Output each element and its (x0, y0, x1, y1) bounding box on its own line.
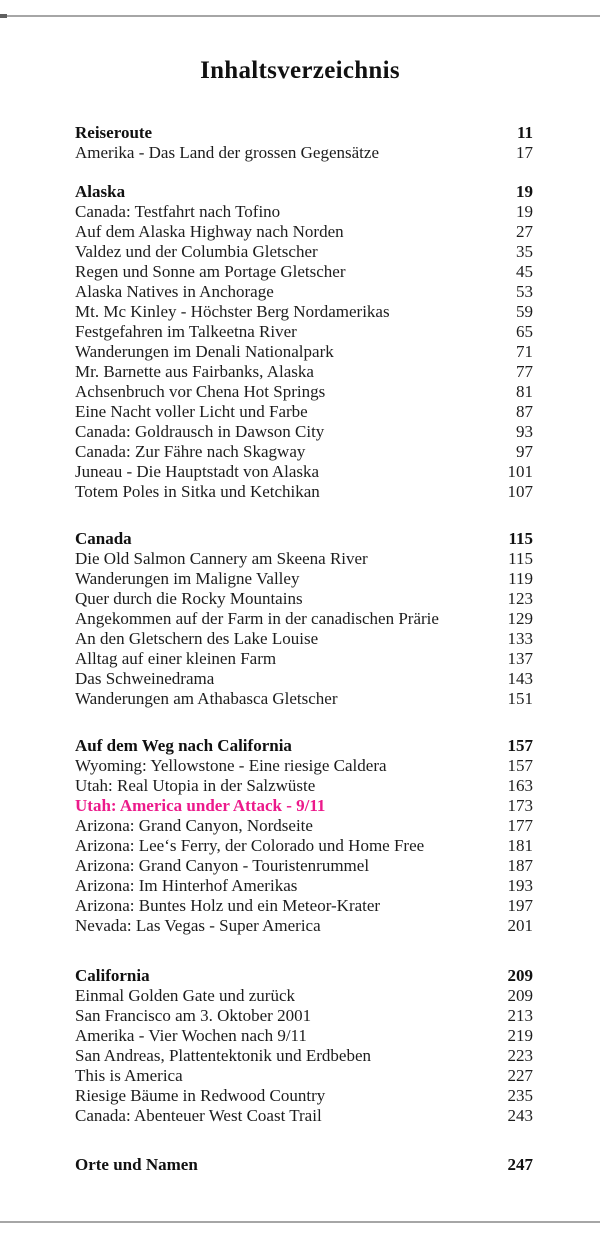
entry-page-number: 17 (516, 143, 533, 162)
toc-section-header (75, 529, 533, 549)
entry-title: Wanderungen am Athabasca Gletscher (75, 689, 338, 708)
entry-page-number: 209 (507, 986, 533, 1005)
entry-title: Alaska Natives in Anchorage (75, 282, 274, 301)
entry-title: Wanderungen im Maligne Valley (75, 569, 300, 588)
toc-entry (75, 282, 533, 302)
entry-page-number: 173 (507, 796, 533, 815)
entry-title: This is America (75, 1066, 183, 1085)
entry-title: Amerika - Das Land der grossen Gegensätze (75, 143, 379, 162)
entry-title: Riesige Bäume in Redwood Country (75, 1086, 326, 1105)
entry-title: Amerika - Vier Wochen nach 9/11 (75, 1026, 307, 1045)
toc-entry (75, 589, 533, 609)
toc-entry (75, 362, 533, 382)
entry-page-number: 71 (516, 342, 533, 361)
entry-page-number: 123 (507, 589, 533, 608)
toc-entry (75, 986, 533, 1006)
entry-title: Nevada: Las Vegas - Super America (75, 916, 321, 935)
entry-page-number: 143 (507, 669, 533, 688)
toc-entry (75, 202, 533, 222)
toc-section-header (75, 182, 533, 202)
entry-page-number: 59 (516, 302, 533, 321)
entry-page-number: 119 (508, 569, 533, 588)
entry-page-number: 187 (507, 856, 533, 875)
toc-entry (75, 1006, 533, 1026)
toc-entry (75, 1046, 533, 1066)
entry-page-number: 93 (516, 422, 533, 441)
toc-section (75, 529, 533, 709)
toc-section (75, 736, 533, 936)
toc-entry (75, 322, 533, 342)
entry-page-number: 11 (516, 123, 533, 142)
entry-page-number: 65 (516, 322, 533, 341)
entry-page-number: 19 (516, 202, 533, 221)
entry-title: Festgefahren im Talkeetna River (75, 322, 297, 341)
entry-title: Alaska (75, 182, 126, 201)
toc-section-header (75, 123, 533, 143)
entry-page-number: 81 (516, 382, 533, 401)
entry-title: Valdez und der Columbia Gletscher (75, 242, 318, 261)
entry-title: San Andreas, Plattentektonik und Erdbeben (75, 1046, 372, 1065)
toc-entry (75, 1026, 533, 1046)
entry-title: Juneau - Die Hauptstadt von Alaska (75, 462, 320, 481)
entry-page-number: 107 (507, 482, 533, 501)
entry-page-number: 243 (507, 1106, 533, 1125)
entry-page-number: 53 (516, 282, 533, 301)
toc-entry (75, 689, 533, 709)
toc-entry (75, 756, 533, 776)
toc-section-header (75, 736, 533, 756)
toc-entry (75, 796, 533, 816)
entry-title: Wyoming: Yellowstone - Eine riesige Caldera (75, 756, 387, 775)
entry-page-number: 223 (507, 1046, 533, 1065)
toc-entry (75, 549, 533, 569)
toc-entry (75, 776, 533, 796)
toc-entry (75, 629, 533, 649)
entry-title: Wanderungen im Denali Nationalpark (75, 342, 334, 361)
entry-page-number: 151 (507, 689, 533, 708)
toc-section (75, 123, 533, 163)
toc-entry (75, 222, 533, 242)
entry-title: Achsenbruch vor Chena Hot Springs (75, 382, 326, 401)
entry-page-number: 137 (507, 649, 533, 668)
entry-page-number: 247 (507, 1155, 533, 1174)
entry-title: Arizona: Grand Canyon, Nordseite (75, 816, 313, 835)
entry-title: Canada: Zur Fähre nach Skagway (75, 442, 306, 461)
toc-entry (75, 382, 533, 402)
toc-entry (75, 669, 533, 689)
entry-title: Mr. Barnette aus Fairbanks, Alaska (75, 362, 314, 381)
entry-title: Eine Nacht voller Licht und Farbe (75, 402, 308, 421)
entry-title: Auf dem Alaska Highway nach Norden (75, 222, 344, 241)
entry-page-number: 227 (507, 1066, 533, 1085)
entry-page-number: 209 (507, 966, 533, 985)
toc-entry (75, 143, 533, 163)
entry-title: Orte und Namen (75, 1155, 198, 1174)
entry-title: Canada: Goldrausch in Dawson City (75, 422, 325, 441)
toc-entry (75, 402, 533, 422)
toc-entry (75, 462, 533, 482)
toc-entry (75, 609, 533, 629)
toc-section (75, 966, 533, 1126)
toc-entry (75, 1106, 533, 1126)
entry-page-number: 235 (507, 1086, 533, 1105)
toc-entry (75, 896, 533, 916)
entry-title: Die Old Salmon Cannery am Skeena River (75, 549, 368, 568)
entry-page-number: 213 (507, 1006, 533, 1025)
bottom-rule (0, 1221, 600, 1223)
entry-title: Regen und Sonne am Portage Gletscher (75, 262, 346, 281)
entry-title: Auf dem Weg nach California (75, 736, 292, 755)
toc-entry (75, 836, 533, 856)
toc-entry (75, 649, 533, 669)
toc-entry (75, 916, 533, 936)
entry-page-number: 35 (516, 242, 533, 261)
entry-title: Angekommen auf der Farm in der canadischen Prärie (75, 609, 439, 628)
entry-page-number: 77 (516, 362, 533, 381)
entry-page-number: 19 (516, 182, 533, 201)
entry-page-number: 163 (507, 776, 533, 795)
toc-entry (75, 816, 533, 836)
entry-title: California (75, 966, 150, 985)
toc-section (75, 182, 533, 502)
toc-section (75, 1155, 533, 1175)
toc-entry (75, 876, 533, 896)
entry-page-number: 97 (516, 442, 533, 461)
entry-page-number: 193 (507, 876, 533, 895)
toc-entry (75, 242, 533, 262)
entry-title: San Francisco am 3. Oktober 2001 (75, 1006, 312, 1025)
entry-page-number: 27 (516, 222, 533, 241)
page-title: Inhaltsverzeichnis (200, 57, 400, 84)
toc-section-header (75, 966, 533, 986)
entry-page-number: 101 (507, 462, 533, 481)
top-rule (0, 15, 600, 17)
entry-title: Mt. Mc Kinley - Höchster Berg Nordamerikas (75, 302, 390, 321)
entry-page-number: 181 (507, 836, 533, 855)
entry-page-number: 133 (507, 629, 533, 648)
entry-page-number: 201 (507, 916, 533, 935)
entry-title: Utah: Real Utopia in der Salzwüste (75, 776, 316, 795)
entry-title: Quer durch die Rocky Mountains (75, 589, 303, 608)
entry-page-number: 177 (507, 816, 533, 835)
entry-page-number: 45 (516, 262, 533, 281)
toc-entry (75, 342, 533, 362)
entry-title: Arizona: Im Hinterhof Amerikas (75, 876, 298, 895)
entry-title: Arizona: Buntes Holz und ein Meteor-Krater (75, 896, 381, 915)
entry-title: An den Gletschern des Lake Louise (75, 629, 319, 648)
toc-entry (75, 482, 533, 502)
entry-page-number: 115 (508, 529, 533, 548)
toc-entry (75, 856, 533, 876)
entry-title: Canada: Abenteuer West Coast Trail (75, 1106, 322, 1125)
entry-page-number: 129 (507, 609, 533, 628)
entry-page-number: 197 (507, 896, 533, 915)
top-rule-notch (0, 14, 7, 18)
entry-title: Utah: America under Attack - 9/11 (75, 796, 326, 815)
entry-page-number: 87 (516, 402, 533, 421)
entry-page-number: 157 (507, 736, 533, 755)
toc-entry (75, 1086, 533, 1106)
entry-title: Canada (75, 529, 132, 548)
toc-entry (75, 302, 533, 322)
entry-title: Einmal Golden Gate und zurück (75, 986, 295, 1005)
entry-title: Arizona: Lee‘s Ferry, der Colorado und Home Free (75, 836, 425, 855)
toc-entry (75, 422, 533, 442)
toc-entry (75, 442, 533, 462)
toc-entry (75, 569, 533, 589)
entry-page-number: 157 (507, 756, 533, 775)
entry-title: Reiseroute (75, 123, 153, 142)
entry-title: Canada: Testfahrt nach Tofino (75, 202, 281, 221)
entry-title: Totem Poles in Sitka und Ketchikan (75, 482, 320, 501)
entry-title: Das Schweinedrama (75, 669, 215, 688)
entry-page-number: 115 (508, 549, 533, 568)
toc-section-header (75, 1155, 533, 1175)
entry-page-number: 219 (507, 1026, 533, 1045)
entry-title: Arizona: Grand Canyon - Touristenrummel (75, 856, 370, 875)
toc-entry (75, 262, 533, 282)
toc-list (75, 123, 533, 1175)
entry-title: Alltag auf einer kleinen Farm (75, 649, 277, 668)
toc-entry (75, 1066, 533, 1086)
